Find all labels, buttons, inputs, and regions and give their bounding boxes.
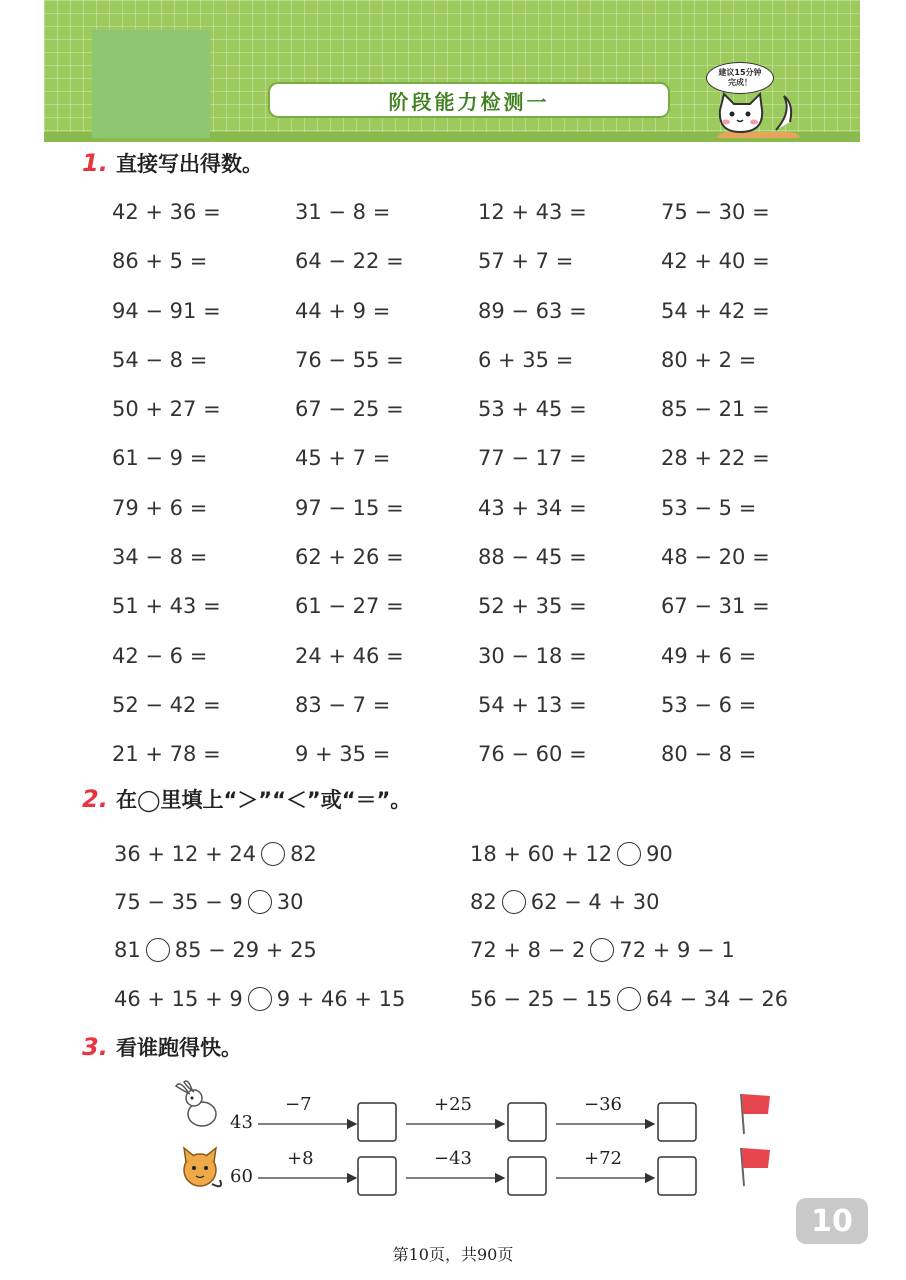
section3-title: 看谁跑得快。 [116, 1036, 242, 1060]
cat-op-2: −43 [434, 1148, 472, 1169]
math-problem: 77 − 17 = [478, 446, 587, 471]
math-problem: 94 − 91 = [112, 298, 221, 323]
comparison-row [114, 834, 814, 874]
cat-finish-flag-icon [741, 1148, 770, 1186]
race-diagram [172, 1080, 792, 1200]
comparison-item [114, 834, 317, 874]
comparison-left: 75 − 35 − 9 [114, 890, 243, 914]
bubble-line-2: 完成！ [728, 78, 752, 87]
rabbit-answer-box-2[interactable] [508, 1103, 546, 1141]
comparison-right: 30 [276, 890, 304, 914]
math-problem: 12 + 43 = [478, 200, 587, 224]
math-problem: 50 + 27 = [112, 397, 221, 422]
comparison-left: 82 [470, 890, 497, 914]
comparison-left: 18 + 60 + 12 [470, 842, 613, 866]
math-problem: 42 + 40 = [661, 249, 770, 274]
comparison-item [470, 882, 659, 922]
comparison-row [114, 882, 814, 922]
answer-circle[interactable] [248, 890, 272, 914]
math-problem: 75 − 30 = [661, 200, 770, 224]
math-problem: 42 + 36 = [112, 200, 221, 224]
section2-number: 2. [82, 785, 108, 813]
math-problem: 28 + 22 = [661, 446, 770, 471]
comparison-item [114, 882, 303, 922]
math-problem: 42 − 6 = [112, 643, 208, 668]
math-problem: 57 + 7 = [478, 249, 574, 274]
rabbit-op-3: −36 [584, 1094, 622, 1115]
comparison-right: 90 [646, 842, 673, 866]
cat-answer-box-2[interactable] [508, 1157, 546, 1195]
comparison-right: 82 [290, 842, 317, 866]
math-problem: 51 + 43 = [112, 594, 221, 619]
comparison-left: 46 + 15 + 9 [114, 987, 243, 1011]
math-problem: 48 − 20 = [661, 545, 770, 570]
answer-circle[interactable] [146, 938, 170, 962]
math-problem: 21 + 78 = [112, 742, 221, 767]
comparison-row [114, 930, 814, 970]
math-problem: 52 + 35 = [478, 594, 587, 619]
math-problem: 88 − 45 = [478, 545, 587, 570]
answer-circle[interactable] [248, 987, 272, 1011]
math-problem: 67 − 25 = [295, 397, 404, 422]
cat-op-3: +72 [584, 1148, 622, 1169]
comparison-item [470, 979, 788, 1019]
mental-math-grid [112, 192, 832, 784]
rabbit-op-2: +25 [434, 1094, 472, 1115]
math-problem: 67 − 31 = [661, 594, 770, 619]
answer-circle[interactable] [261, 842, 285, 866]
title-bar [268, 82, 670, 118]
math-problem: 83 − 7 = [295, 692, 391, 717]
comparison-right: 72 + 9 − 1 [619, 938, 735, 962]
section2-title: 在◯里填上“＞”“＜”或“＝”。 [116, 788, 412, 812]
comparison-left: 81 [114, 938, 141, 962]
comparison-left: 72 + 8 − 2 [470, 938, 586, 962]
section2-heading [82, 784, 411, 814]
math-problem: 79 + 6 = [112, 495, 208, 520]
math-problem: 61 − 27 = [295, 594, 404, 619]
math-problem: 30 − 18 = [478, 643, 587, 668]
math-problem: 24 + 46 = [295, 643, 404, 668]
math-problem: 80 − 8 = [661, 742, 757, 767]
math-problem: 54 + 42 = [661, 298, 770, 323]
math-problem: 34 − 8 = [112, 545, 208, 570]
section1-title: 直接写出得数。 [116, 152, 263, 176]
rabbit-answer-box-3[interactable] [658, 1103, 696, 1141]
page-footer: 第10页，共90页 [392, 1245, 514, 1264]
comparison-right: 64 − 34 − 26 [646, 987, 789, 1011]
bubble-line-1: 建议15分钟 [718, 68, 762, 77]
comparison-row [114, 979, 814, 1019]
section3-heading [82, 1032, 242, 1062]
math-problem: 53 − 6 = [661, 692, 757, 717]
comparison-item [470, 930, 735, 970]
math-problem: 61 − 9 = [112, 446, 208, 471]
math-problem: 89 − 63 = [478, 298, 587, 323]
page-title: 阶段能力检测一 [388, 89, 550, 114]
math-problem: 85 − 21 = [661, 397, 770, 422]
rabbit-finish-flag-icon [741, 1094, 770, 1134]
cat-start-number: 60 [230, 1166, 253, 1187]
math-problem: 9 + 35 = [295, 742, 391, 767]
math-problem: 44 + 9 = [295, 298, 391, 323]
math-problem: 31 − 8 = [295, 200, 391, 224]
comparison-item [114, 979, 405, 1019]
page-number-badge [796, 1198, 868, 1244]
comparison-right: 62 − 4 + 30 [530, 890, 660, 914]
rabbit-icon [176, 1081, 216, 1126]
comparison-right: 9 + 46 + 15 [276, 987, 406, 1011]
cat-op-1: +8 [287, 1148, 314, 1169]
header-corner-block [92, 30, 210, 138]
math-problem: 64 − 22 = [295, 249, 404, 274]
math-problem: 54 − 8 = [112, 347, 208, 372]
rabbit-start-number: 43 [230, 1112, 253, 1133]
math-problem: 53 + 45 = [478, 397, 587, 422]
math-problem: 6 + 35 = [478, 347, 574, 372]
math-problem: 45 + 7 = [295, 446, 391, 471]
math-problem: 62 + 26 = [295, 545, 404, 570]
comparison-item [114, 930, 317, 970]
answer-circle[interactable] [502, 890, 526, 914]
answer-circle[interactable] [617, 987, 641, 1011]
section1-heading [82, 148, 263, 178]
cat-runner-icon [184, 1148, 221, 1186]
answer-circle[interactable] [590, 938, 614, 962]
section3-number: 3. [82, 1033, 108, 1061]
math-problem: 54 + 13 = [478, 692, 587, 717]
rabbit-op-1: −7 [285, 1094, 312, 1115]
math-problem: 97 − 15 = [295, 495, 404, 520]
math-problem: 86 + 5 = [112, 249, 208, 274]
cat-answer-box-3[interactable] [658, 1157, 696, 1195]
math-problem: 52 − 42 = [112, 692, 221, 717]
cat-answer-box-1[interactable] [358, 1157, 396, 1195]
math-problem: 43 + 34 = [478, 495, 587, 520]
comparison-left: 36 + 12 + 24 [114, 842, 257, 866]
cat-mascot-icon [712, 92, 802, 140]
math-problem: 80 + 2 = [661, 347, 757, 372]
comparison-right: 85 − 29 + 25 [174, 938, 317, 962]
section1-number: 1. [82, 149, 108, 177]
page-number: 10 [811, 1203, 853, 1239]
math-problem: 53 − 5 = [661, 495, 757, 520]
math-problem: 76 − 60 = [478, 742, 587, 767]
comparison-item [470, 834, 673, 874]
comparison-left: 56 − 25 − 15 [470, 987, 613, 1011]
rabbit-answer-box-1[interactable] [358, 1103, 396, 1141]
answer-circle[interactable] [617, 842, 641, 866]
speech-bubble [706, 62, 774, 94]
math-problem: 76 − 55 = [295, 347, 404, 372]
math-problem: 49 + 6 = [661, 643, 757, 668]
